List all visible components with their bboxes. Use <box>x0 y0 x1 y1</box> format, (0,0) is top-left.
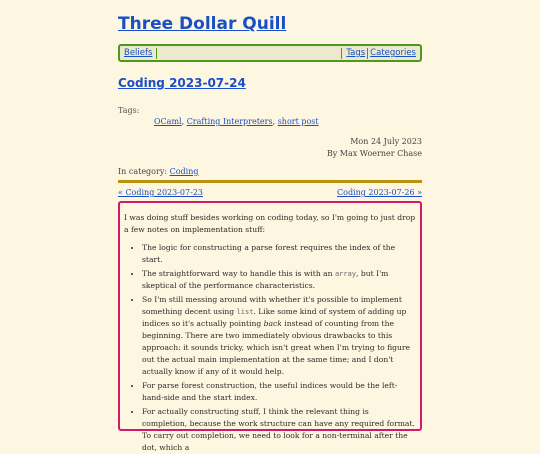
page <box>118 0 422 452</box>
intro-paragraph: I was doing stuff besides working on coding today, so I'm going to just drop a few notes on implementation stuff: <box>124 213 416 234</box>
tag-link-short-post[interactable]: short post <box>277 117 319 126</box>
text-run: So I'm still messing around with whether it's possible to implement something decent using <box>142 295 402 316</box>
post-author: By Max Woerner Chase <box>326 149 422 158</box>
nav-beliefs-link[interactable]: Beliefs <box>124 48 153 58</box>
tag-link-ocaml[interactable]: OCaml <box>154 117 182 126</box>
post-meta <box>118 136 422 160</box>
divider-rule <box>118 180 422 183</box>
text-run: . Like some kind of system of adding up indices so it's actually pointing <box>142 307 407 328</box>
category-label: In category: <box>118 167 168 176</box>
tags-list: OCaml, Crafting Interpreters, short post <box>154 117 319 126</box>
tag-link-crafting-interpreters[interactable]: Crafting Interpreters <box>186 117 273 126</box>
category-link[interactable]: Coding <box>169 167 199 176</box>
post-date: Mon 24 July 2023 <box>350 137 422 146</box>
tags-label: Tags: <box>118 106 140 115</box>
emphasis: back <box>263 319 282 328</box>
top-navbar <box>118 44 422 62</box>
nav-search-field[interactable] <box>156 48 342 59</box>
notes-list <box>124 242 416 454</box>
list-item <box>142 294 416 378</box>
inline-code: list <box>236 308 254 316</box>
list-item: • The logic for constructing a parse forest requires the index of the start. <box>142 242 416 266</box>
nav-tags-link[interactable]: Tags <box>346 48 366 58</box>
list-item: • For actually constructing stuff, I think the relevant thing is completion, because the work structure can have any required format. To carry out completion, we need to look for a non-terminal after the dot, which a <box>142 406 416 454</box>
site-title-link[interactable]: Three Dollar Quill <box>118 14 287 34</box>
list-item: • For parse forest construction, the useful indices would be the left-hand-side and the start index. <box>142 380 416 404</box>
text-run: instead of counting from the beginning. There are two immediately obvious drawbacks to this approach: it sounds tricky, which isn't great when I'm trying to figure out the actual main implementation at the same time; and I don't actually know if any of it would help. <box>142 319 411 376</box>
post-title-link[interactable]: Coding 2023-07-24 <box>118 76 246 90</box>
post-category <box>118 167 422 176</box>
prev-post-link[interactable]: « Coding 2023-07-23 <box>118 188 203 197</box>
next-post-link[interactable]: Coding 2023-07-26 » <box>337 188 422 197</box>
inline-code: array <box>334 270 357 278</box>
nav-categories-link[interactable]: Categories <box>370 48 416 58</box>
post-content <box>118 201 422 452</box>
list-item <box>142 268 416 292</box>
text-run: The straightforward way to handle this is with an <box>142 269 335 278</box>
text-run: , but I'm skeptical of the performance characteristics. <box>142 269 389 290</box>
post-navigation <box>118 188 422 197</box>
